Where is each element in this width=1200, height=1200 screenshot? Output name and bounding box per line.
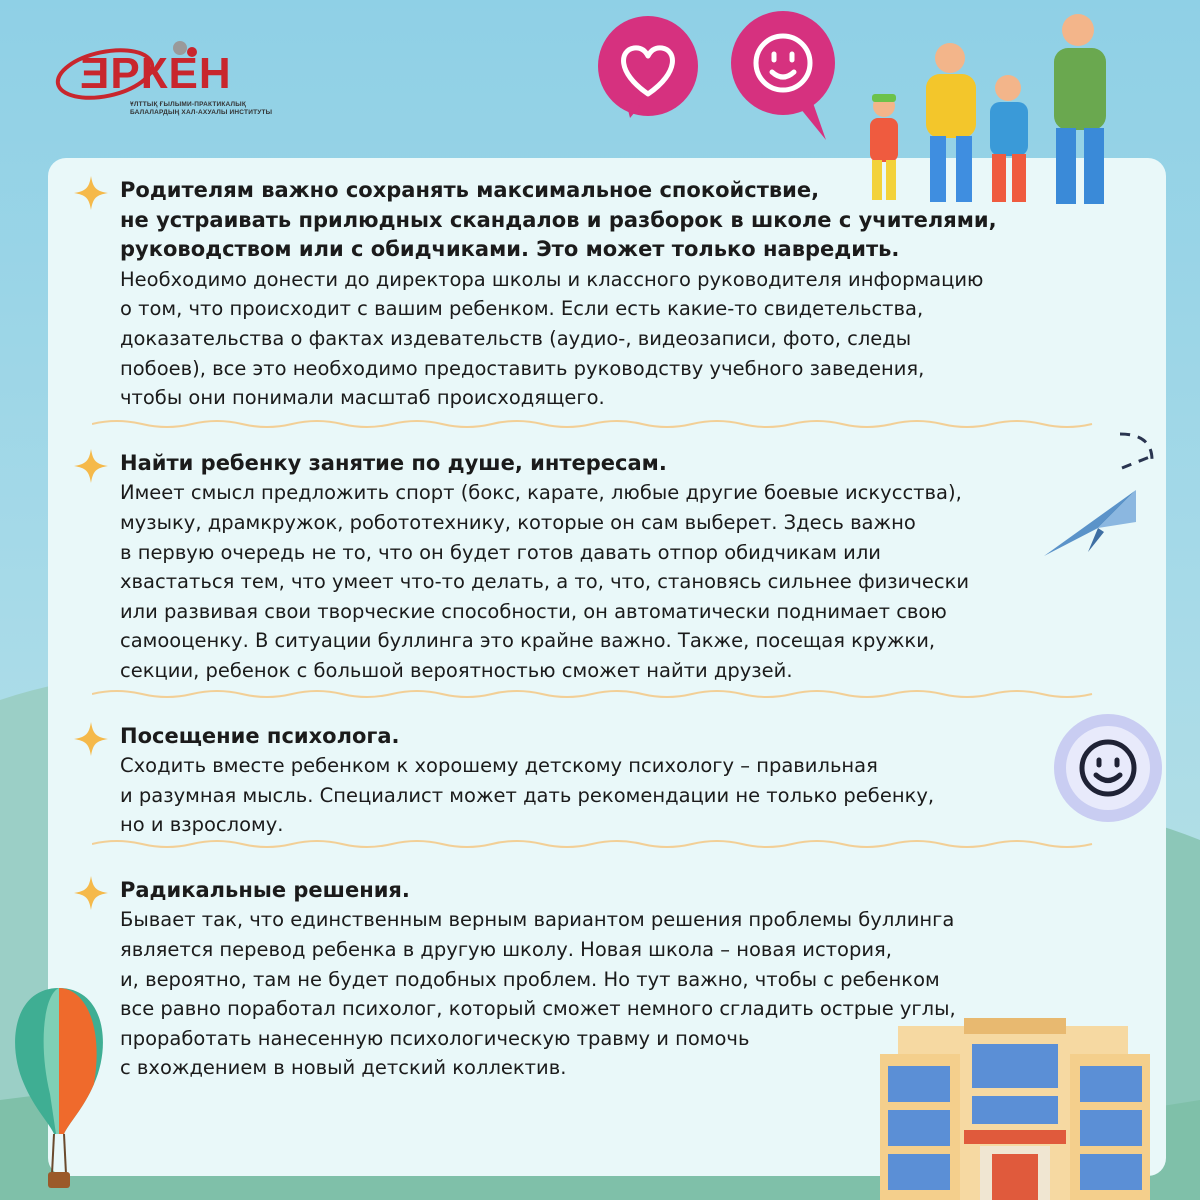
sparkle-star-icon <box>74 176 108 210</box>
logo-wordmark: ƎРКЕН <box>80 49 232 98</box>
paper-plane-icon <box>1040 420 1180 570</box>
section-body: Необходимо донести до директора школы и классного руководителя информацию о том, что происходит с вашим ребенком. Если есть какие-то свидетельства, доказательства о фактах издевательств (аудио-, видеозаписи, фото, следы побоев), все это необходимо предоставить руководству учебного заведения, чтобы они понимали масштаб происходящего. <box>120 267 984 410</box>
sparkle-star-icon <box>74 449 108 483</box>
section-title: Родителям важно сохранять максимальное спокойствие, не устраивать прилюдных скандалов и разборок в школе с учителями, руководством или с обидчиками. Это может только навредить. <box>120 178 997 262</box>
section-body: Сходить вместе ребенком к хорошему детскому психологу – правильная и разумная мысль. Специалист может дать рекомендации не только ребенку, но и взрослому. <box>120 754 935 837</box>
section-title: Радикальные решения. <box>120 877 410 902</box>
section-title: Посещение психолога. <box>120 723 400 748</box>
family-illustration <box>842 14 1164 214</box>
sparkle-star-icon <box>74 876 108 910</box>
smile-bubble <box>730 8 840 143</box>
advice-section-psychologist <box>120 722 1120 840</box>
smile-circle <box>1052 712 1164 824</box>
logo <box>50 38 273 128</box>
section-body: Бывает так, что единственным верным вариантом решения проблемы буллинга является перевод ребенка в другую школу. Новая школа – новая история, и, вероятно, там не будет подобных проблем. Но тут важно, чтобы с ребенком все равно поработал психолог, который сможет немного сгладить острые углы, проработать нанесенную психологическую травму и помочь с вхождением в новый детский коллектив. <box>120 908 956 1080</box>
section-body: Имеет смысл предложить спорт (бокс, карате, любые другие боевые искусства), музыку, драмкружок, робототехнику, которые он сам выберет. Здесь важно в первую очередь не то, что он будет готов давать отпор обидчикам или хвастаться тем, что умеет что-то делать, а то, что, становясь сильнее физически или развивая свои творческие способности, он автоматически поднимает свою самооценку. В ситуации буллинга это крайне важно. Также, посещая кружки, секции, ребенок с большой вероятностью сможет найти друзей. <box>120 481 970 682</box>
logo-subtitle: ҰЛТТЫҚ ҒЫЛЫМИ-ПРАКТИКАЛЫҚ БАЛАЛАРДЫҢ ХАЛ-АХУАЛЫ ИНСТИТУТЫ <box>130 101 273 116</box>
school-building-icon <box>880 1018 1152 1200</box>
advice-list <box>120 176 1120 1083</box>
section-title: Найти ребенку занятие по душе, интересам. <box>120 450 667 475</box>
advice-section-hobby <box>120 449 1120 686</box>
hot-air-balloon-icon <box>4 984 114 1200</box>
heart-bubble <box>596 14 706 124</box>
sparkle-star-icon <box>74 722 108 756</box>
